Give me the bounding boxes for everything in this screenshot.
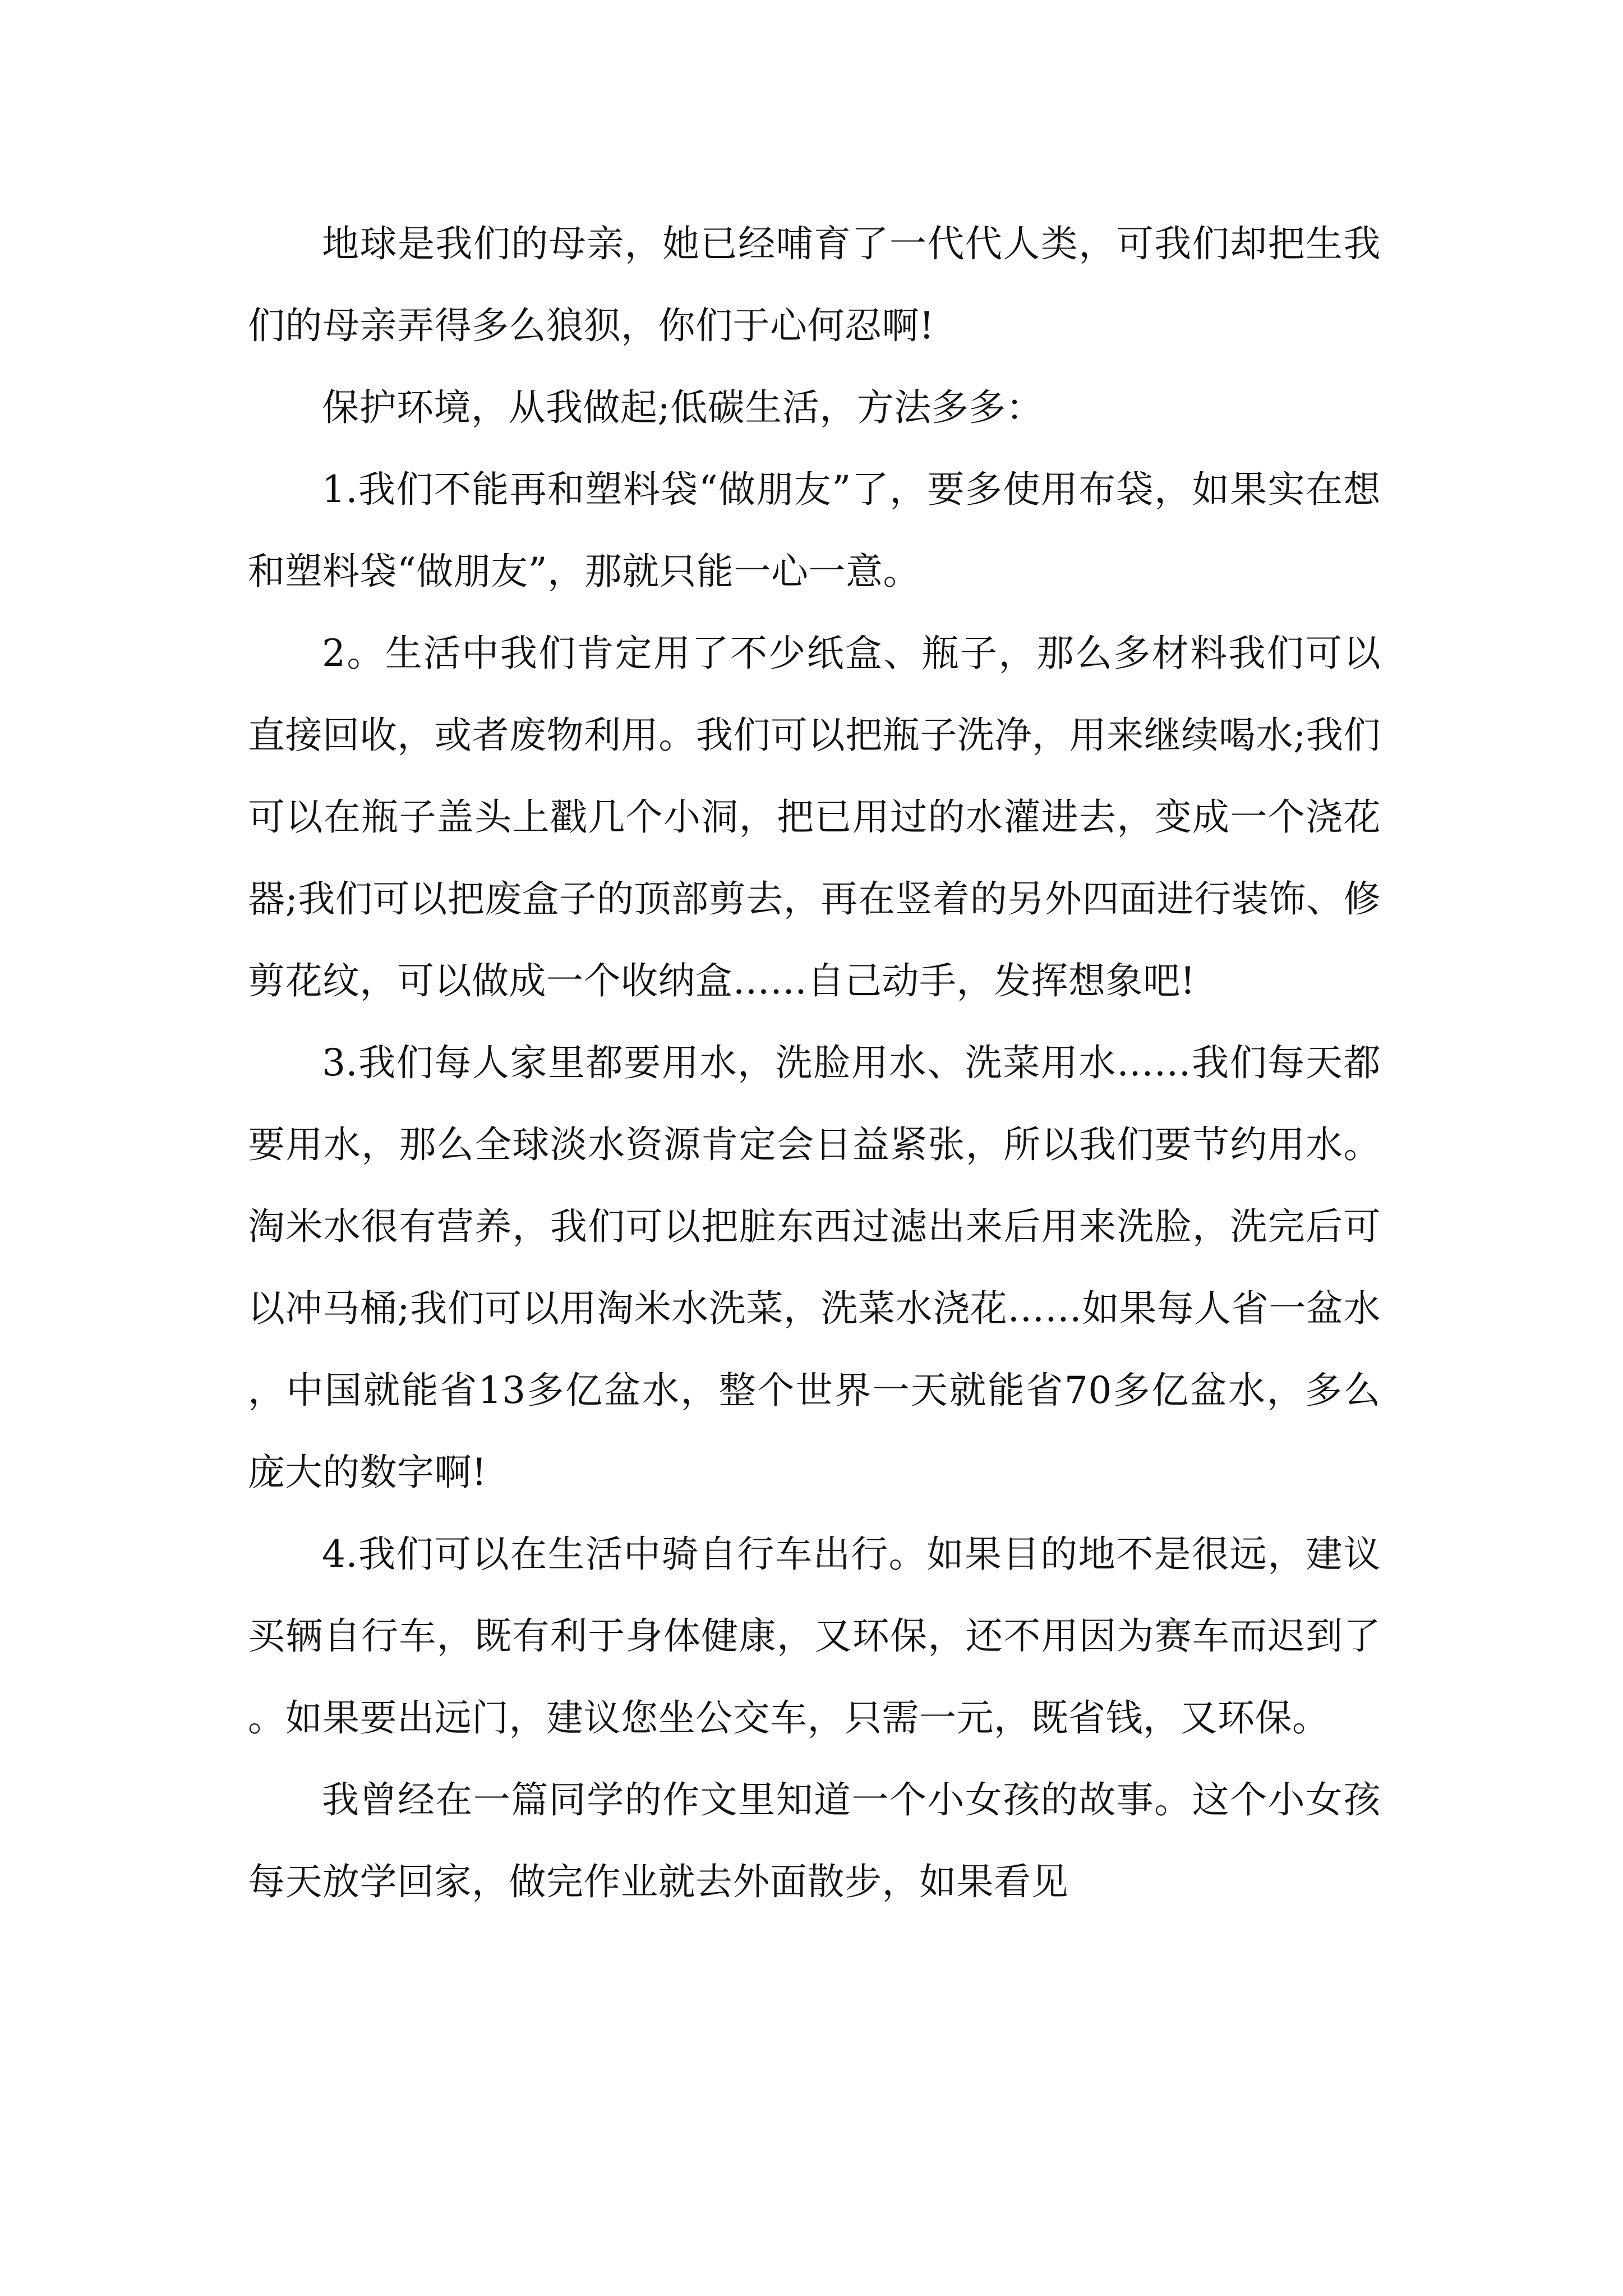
document-body bbox=[248, 203, 1381, 1923]
paragraph-item-1-plastic-bags: 1.我们不能再和塑料袋“做朋友”了，要多使用布袋，如果实在想和塑料袋“做朋友”，那就只能一心一意。 bbox=[248, 468, 1381, 593]
paragraph-earth-mother: 地球是我们的母亲，她已经哺育了一代代人类，可我们却把生我们的母亲弄得多么狼狈，你们于心何忍啊! bbox=[248, 222, 1381, 347]
paragraph-item-3-saving-water: 3.我们每人家里都要用水，洗脸用水、洗菜用水……我们每天都要用水，那么全球淡水资源肯定会日益紧张，所以我们要节约用水。淘米水很有营养，我们可以把脏东西过滤出来后用来洗脸，洗完后可以冲马桶;我们可以用淘米水洗菜，洗菜水浇花……如果每人省一盆水，中国就能省13多亿盆水，整个世界一天就能省70多亿盆水，多么庞大的数字啊! bbox=[248, 1041, 1381, 1494]
paragraph-girl-story: 我曾经在一篇同学的作文里知道一个小女孩的故事。这个小女孩每天放学回家，做完作业就去外面散步，如果看见 bbox=[248, 1778, 1381, 1903]
paragraph-item-2-recycling: 2。生活中我们肯定用了不少纸盒、瓶子，那么多材料我们可以直接回收，或者废物利用。我们可以把瓶子洗净，用来继续喝水;我们可以在瓶子盖头上戳几个小洞，把已用过的水灌进去，变成一个浇花器;我们可以把废盒子的顶部剪去，再在竖着的另外四面进行装饰、修剪花纹，可以做成一个收纳盒……自己动手，发挥想象吧! bbox=[248, 632, 1381, 1002]
paragraph-protect-environment: 保护环境，从我做起;低碳生活，方法多多： bbox=[322, 386, 1044, 429]
paragraph-item-4-cycling: 4.我们可以在生活中骑自行车出行。如果目的地不是很远，建议买辆自行车，既有利于身体健康，又环保，还不用因为赛车而迟到了。如果要出远门，建议您坐公交车，只需一元，既省钱，又环保。 bbox=[248, 1533, 1381, 1740]
